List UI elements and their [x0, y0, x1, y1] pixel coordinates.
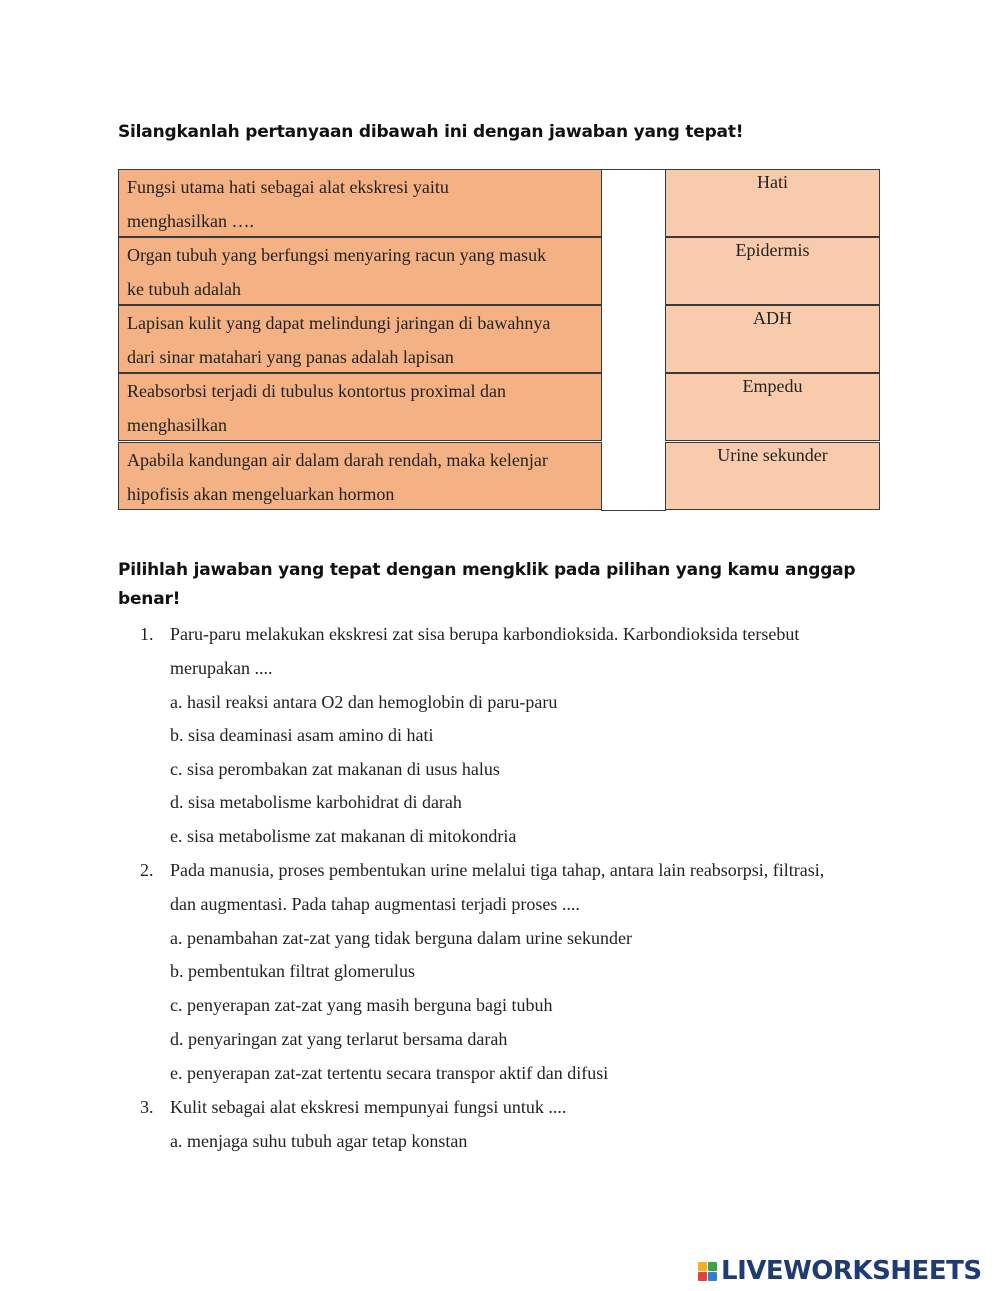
answer-option[interactable]: d. penyaringan zat yang terlarut bersama darah [170, 1029, 508, 1049]
answer-option[interactable]: a. menjaga suhu tubuh agar tetap konstan [170, 1131, 468, 1151]
matching-row [118, 373, 880, 441]
table-gap-bottom-border [601, 510, 666, 511]
matching-question[interactable] [118, 237, 602, 305]
question-line: Reabsorbsi terjadi di tubulus kontortus proximal dan [127, 381, 506, 401]
question-line: Organ tubuh yang berfungsi menyaring racun yang masuk [127, 245, 547, 265]
question-text: merupakan .... [170, 658, 273, 678]
answer-option[interactable]: a. hasil reaksi antara O2 dan hemoglobin di paru-paru [170, 692, 558, 712]
matching-question[interactable] [118, 373, 602, 441]
question-line: dari sinar matahari yang panas adalah lapisan [127, 347, 454, 367]
logo-blocks-icon [698, 1262, 717, 1281]
logo-block [708, 1272, 717, 1281]
answer-option[interactable]: c. sisa perombakan zat makanan di usus halus [170, 759, 500, 779]
question-line: Apabila kandungan air dalam darah rendah, maka kelenjar [127, 450, 548, 470]
answer-option[interactable]: a. penambahan zat-zat yang tidak berguna dalam urine sekunder [170, 928, 632, 948]
answer-option[interactable]: c. penyerapan zat-zat yang masih berguna bagi tubuh [170, 995, 553, 1015]
question-line: menghasilkan …. [127, 211, 254, 231]
matching-row [118, 169, 880, 237]
question-line: Fungsi utama hati sebagai alat ekskresi yaitu [127, 177, 449, 197]
liveworksheets-logo [698, 1256, 982, 1286]
question-line: hipofisis akan mengeluarkan hormon [127, 484, 395, 504]
question-text: Kulit sebagai alat ekskresi mempunyai fungsi untuk .... [170, 1097, 567, 1117]
logo-block [698, 1262, 707, 1271]
answer-option[interactable]: e. penyerapan zat-zat tertentu secara transpor aktif dan difusi [170, 1063, 609, 1083]
matching-row [118, 442, 880, 510]
answer-option[interactable]: b. sisa deaminasi asam amino di hati [170, 725, 434, 745]
question-number: 3. [140, 1097, 154, 1117]
matching-answer[interactable]: Urine sekunder [665, 442, 880, 510]
question-number: 1. [140, 624, 154, 644]
question-text: Paru-paru melakukan ekskresi zat sisa berupa karbondioksida. Karbondioksida tersebut [170, 624, 800, 644]
question-line: ke tubuh adalah [127, 279, 241, 299]
instruction-heading-matching: Silangkanlah pertanyaan dibawah ini dengan jawaban yang tepat! [118, 122, 744, 142]
question-number: 2. [140, 860, 154, 880]
matching-answer[interactable]: ADH [665, 305, 880, 373]
question-line: menghasilkan [127, 415, 227, 435]
answer-option[interactable]: b. pembentukan filtrat glomerulus [170, 961, 415, 981]
question-line: Lapisan kulit yang dapat melindungi jaringan di bawahnya [127, 313, 551, 333]
logo-text: LIVEWORKSHEETS [721, 1256, 982, 1286]
matching-answer[interactable]: Epidermis [665, 237, 880, 305]
matching-row [118, 237, 880, 305]
question-text: Pada manusia, proses pembentukan urine melalui tiga tahap, antara lain reabsorpsi, filtrasi, [170, 860, 825, 880]
logo-block [698, 1272, 707, 1281]
matching-answer[interactable]: Empedu [665, 373, 880, 441]
question-text: dan augmentasi. Pada tahap augmentasi terjadi proses .... [170, 894, 580, 914]
matching-question[interactable] [118, 169, 602, 237]
matching-question[interactable] [118, 305, 602, 373]
instruction-heading-multiple-choice: Pilihlah jawaban yang tepat dengan mengklik pada pilihan yang kamu anggap benar! [118, 560, 856, 609]
matching-question[interactable] [118, 442, 602, 510]
answer-option[interactable]: d. sisa metabolisme karbohidrat di darah [170, 792, 462, 812]
matching-answer[interactable]: Hati [665, 169, 880, 237]
logo-block [708, 1262, 717, 1271]
matching-row [118, 305, 880, 373]
answer-option[interactable]: e. sisa metabolisme zat makanan di mitokondria [170, 826, 517, 846]
